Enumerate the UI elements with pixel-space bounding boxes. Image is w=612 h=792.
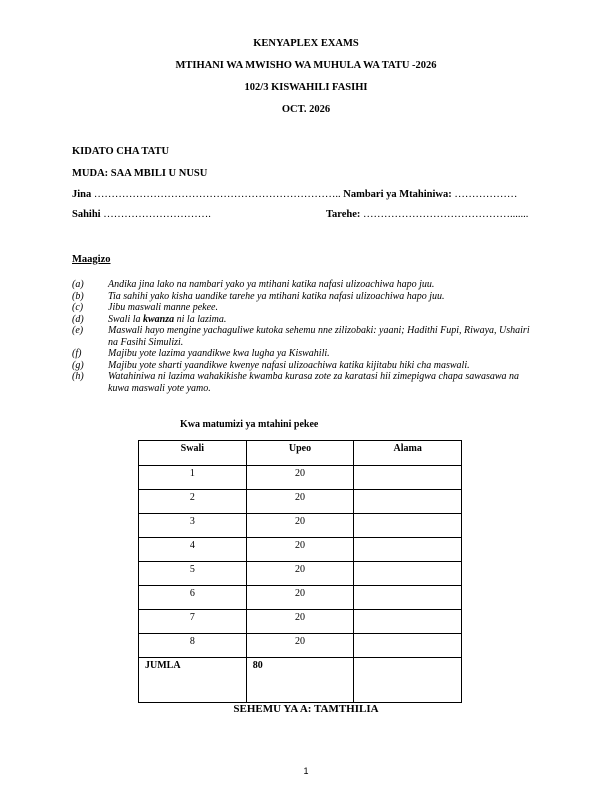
instruction-item: (c) Jibu maswali manne pekee. — [72, 302, 218, 313]
sign-label: Sahihi — [72, 209, 101, 220]
instruction-item: (g) Majibu yote sharti yaandikwe kwenye nafasi ulizoachiwa katika kijitabu hiki cha maswali. — [72, 359, 470, 371]
exam-title: MTIHANI WA MWISHO WA MUHULA WA TATU -2026 — [175, 60, 437, 71]
alama-cell[interactable] — [354, 586, 462, 610]
table-row: 7 20 — [139, 610, 462, 634]
sign-field[interactable] — [72, 209, 211, 220]
section-heading: SEHEMU YA A: TAMTHILIA — [233, 703, 379, 715]
alama-cell[interactable] — [354, 490, 462, 514]
name-field[interactable] — [72, 189, 517, 200]
instruction-item: (h) Watahiniwa ni lazima wahakikishe kwamba kurasa zote za karatasi hii zimepigwa chapa sawasawa na kuwa maswali yote yamo. — [72, 371, 520, 394]
instruction-item: (a) Andika jina lako na nambari yako ya mtihani katika nafasi ulizoachiwa hapo juu. — [72, 279, 435, 290]
table-row: 1 20 — [139, 466, 462, 490]
table-row: 4 20 — [139, 538, 462, 562]
index-dots: ……………… — [454, 189, 518, 200]
date-field[interactable] — [326, 209, 528, 220]
instruction-item: (e) Maswali hayo mengine yachaguliwe kutoka sehemu nne zilizobaki: yaani; Hadithi Fupi, Riwaya, Ushairi na Fasihi Simulizi. — [72, 325, 530, 348]
instructions-list — [72, 279, 542, 394]
exam-provider: KENYAPLEX EXAMS — [253, 38, 359, 49]
alama-cell[interactable] — [354, 562, 462, 586]
table-row: 6 20 — [139, 586, 462, 610]
table-row: 8 20 — [139, 634, 462, 658]
table-caption: Kwa matumizi ya mtahini pekee — [180, 419, 319, 430]
table-row: 5 20 — [139, 562, 462, 586]
name-label: Jina — [72, 189, 92, 200]
alama-cell[interactable] — [354, 538, 462, 562]
date-dots: ……………………………………....... — [363, 209, 529, 220]
duration-label: MUDA: SAA MBILI U NUSU — [72, 168, 208, 179]
col-swali: Swali — [139, 441, 247, 466]
instruction-item: (b) Tia sahihi yako kisha uandike tarehe ya mtihani katika nafasi ulizoachiwa hapo juu. — [72, 290, 445, 302]
alama-cell[interactable] — [354, 610, 462, 634]
table-total-row — [139, 658, 462, 703]
index-label: Nambari ya Mtahiniwa: — [343, 189, 452, 200]
alama-cell[interactable] — [354, 466, 462, 490]
name-dots: …………………………………………………………….. — [93, 189, 341, 200]
col-upeo: Upeo — [246, 441, 354, 466]
paper-code: 102/3 KISWAHILI FASIHI — [244, 82, 368, 93]
total-value: 80 — [246, 658, 354, 703]
marks-table — [138, 440, 462, 703]
alama-cell[interactable] — [354, 634, 462, 658]
class-label: KIDATO CHA TATU — [72, 146, 170, 157]
instruction-item: (d) Swali la kwanza ni la lazima. — [72, 313, 227, 325]
total-alama-cell[interactable] — [354, 658, 462, 703]
table-row: 2 20 — [139, 490, 462, 514]
date-label: Tarehe: — [326, 209, 361, 220]
instructions-heading: Maagizo — [72, 254, 111, 265]
table-row: 3 20 — [139, 514, 462, 538]
alama-cell[interactable] — [354, 514, 462, 538]
table-header-row — [139, 441, 462, 466]
col-alama: Alama — [354, 441, 462, 466]
total-label: JUMLA — [139, 658, 247, 703]
instruction-item: (f) Majibu yote lazima yaandikwe kwa lugha ya Kiswahili. — [72, 348, 330, 359]
exam-date: OCT. 2026 — [281, 104, 331, 115]
page-number: 1 — [303, 766, 309, 776]
sign-dots: …………………………. — [103, 209, 211, 220]
